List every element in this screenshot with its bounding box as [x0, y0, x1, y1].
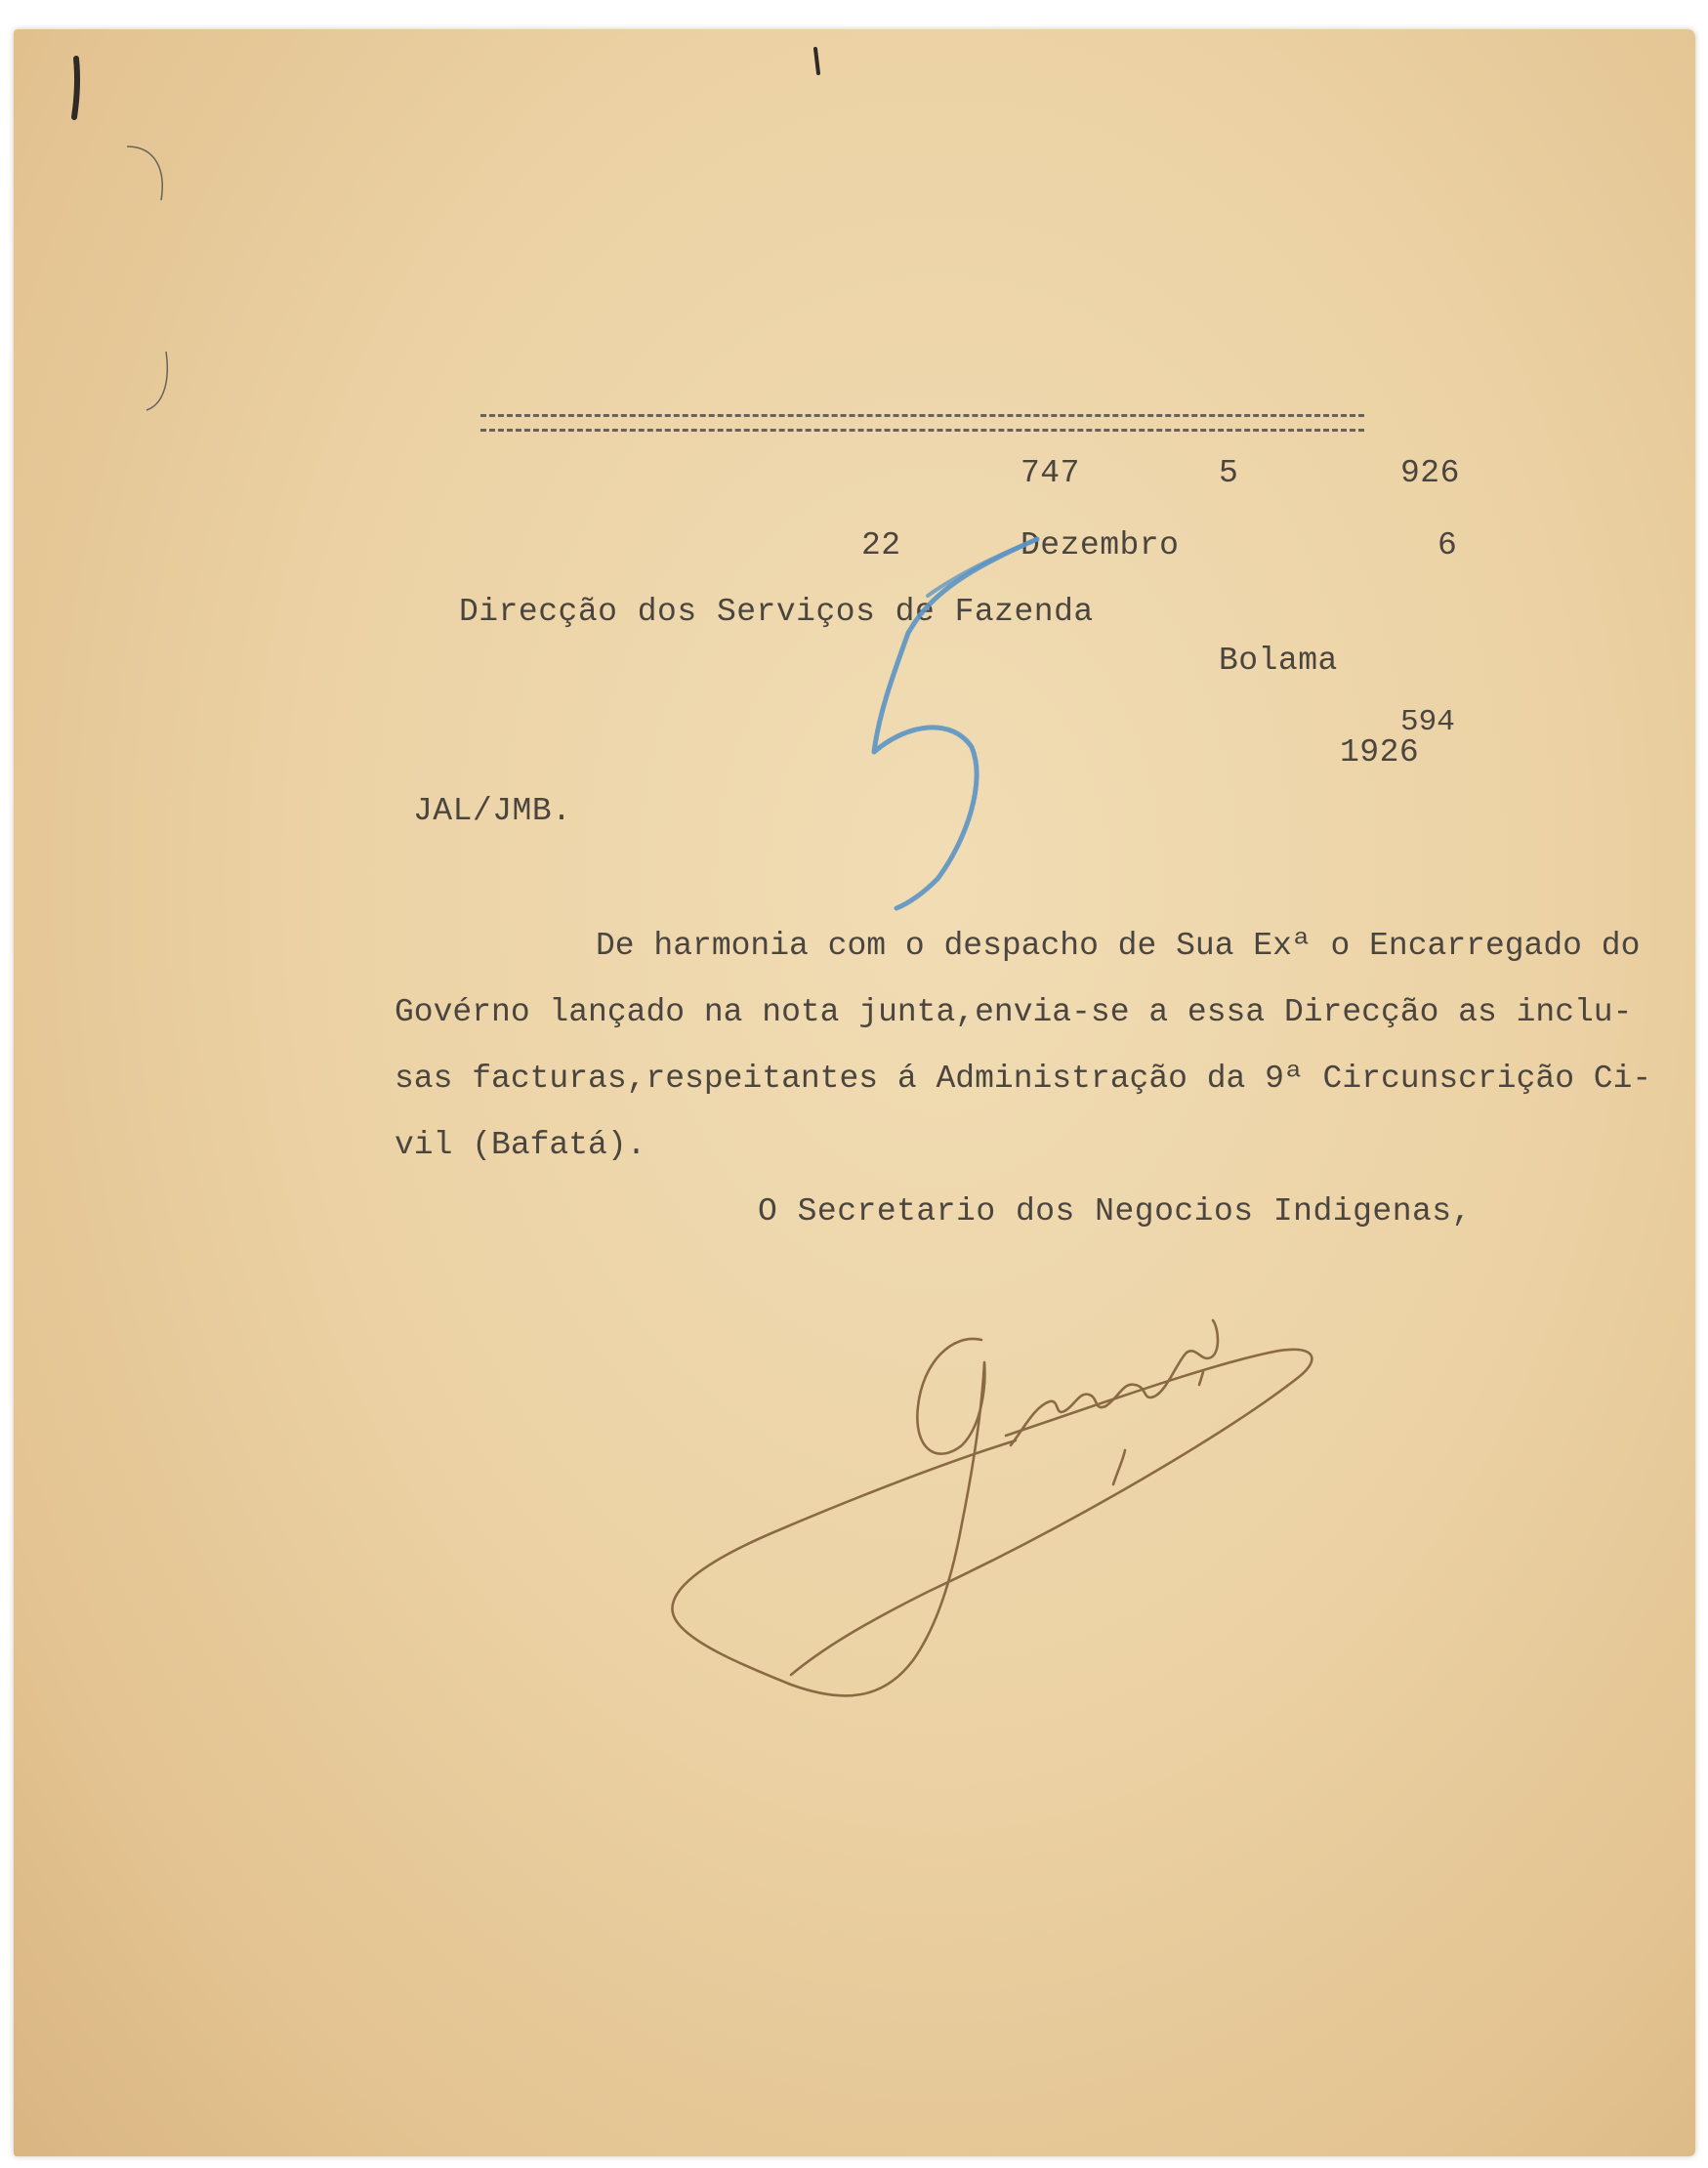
- body-line-3: sas facturas,respeitantes á Administração da 9ª Circunscrição Ci-: [395, 1061, 1652, 1097]
- typist-initials: JAL/JMB.: [413, 793, 572, 829]
- body-line-2: Govérno lançado na nota junta,envia-se a essa Direcção as inclu-: [395, 994, 1633, 1030]
- date-day: 22: [861, 527, 901, 563]
- ref-number: 747: [1021, 455, 1080, 491]
- addressee-line: Direcção dos Serviços de Fazenda: [459, 594, 1094, 630]
- ref-series: 5: [1219, 455, 1239, 491]
- blue-pencil-numeral-five: [874, 539, 1037, 908]
- body-line-4: vil (Bafatá).: [395, 1127, 646, 1163]
- date-month: Dezembro: [1021, 527, 1180, 563]
- reference-number: 594: [1400, 705, 1455, 739]
- closing-title: O Secretario dos Negocios Indigenas,: [758, 1193, 1472, 1230]
- reference-year: 1926: [1340, 734, 1420, 771]
- addressee-place: Bolama: [1219, 643, 1338, 679]
- ref-year-short: 926: [1400, 455, 1460, 491]
- date-year-digit: 6: [1437, 527, 1458, 563]
- signature-mark: [672, 1320, 1312, 1695]
- body-line-1: De harmonia com o despacho de Sua Exª o Encarregado do: [596, 928, 1641, 964]
